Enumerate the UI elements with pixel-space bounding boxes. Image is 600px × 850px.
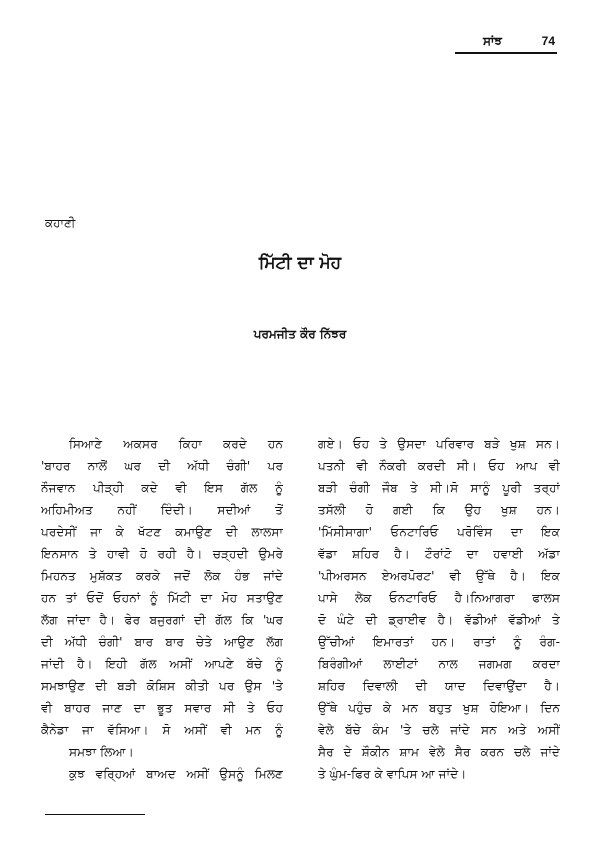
text-column-left xyxy=(41,433,283,785)
paragraph-line: ਪਰਦੇਸੀਂ ਜਾ ਕੇ ਖੱਟਣ ਕਮਾਉਣ ਦੀ ਲਾਲਸਾ xyxy=(41,525,283,539)
paragraph-line: ਪਾਸੇ ਲੇਕ ਓਨਟਾਰਿਓ ਹੈ।ਨਿਆਗਰਾ ਫਾਲਸ xyxy=(318,591,560,605)
section-name: ਸਾਂਝ xyxy=(483,34,502,48)
paragraph-line: 'ਮਿੱਸੀਸਾਗਾ' ਓਨਟਾਰਿਓ ਪਰੋਵਿੰਸ ਦਾ ਇਕ xyxy=(318,525,560,539)
paragraph-line: ਸਮਝਾਉਣ ਦੀ ਬੜੀ ਕੋਸ਼ਿਸ ਕੀਤੀ ਪਰ ਉਸ 'ਤੇ xyxy=(41,679,283,693)
paragraph-line: ਲੱਗ ਜਾਂਦਾ ਹੈ। ਫੇਰ ਬਜੁਰਗਾਂ ਦੀ ਗੱਲ ਕਿ 'ਘਰ xyxy=(41,613,283,627)
article-title: ਮਿੱਟੀ ਦਾ ਮੋਹ xyxy=(258,253,342,273)
paragraph-line: ਦੋ ਘੰਟੇ ਦੀ ਡ੍ਰਾਈਵ ਹੈ। ਵੱਡੀਆਂ ਵੱਡੀਆਂ ਤੇ xyxy=(318,613,560,627)
article-author: ਪਰਮਜੀਤ ਕੌਰ ਨਿੱਝਰ xyxy=(253,327,347,341)
page-number: 74 xyxy=(541,34,555,48)
paragraph-line: ਤਸੱਲੀ ਹੋ ਗਈ ਕਿ ਉਹ ਖੁਸ਼ ਹਨ। xyxy=(318,503,560,517)
paragraph-line: ਦੀ ਅੱਧੀ ਚੰਗੀ' ਬਾਰ ਬਾਰ ਚੇਤੇ ਆਉਣ ਲੱਗ xyxy=(41,635,283,649)
paragraph-line: ਅਹਿਮੀਅਤ ਨਹੀਂ ਦਿੰਦੀ। ਸਦੀਆਂ ਤੋਂ xyxy=(41,503,283,517)
paragraph-line: ਬੜੀ ਚੰਗੀ ਜੌਬ ਤੇ ਸੀ।ਸੋ ਸਾਨੂੰ ਪੂਰੀ ਤਰ੍ਹਾਂ xyxy=(318,481,560,495)
paragraph-line: ਬਿਰੰਗੀਆਂ ਲਾਈਟਾਂ ਨਾਲ ਜਗਮਗ ਕਰਦਾ xyxy=(318,657,560,671)
paragraph-line: ਉੱਥੇ ਪਹੁੰਚ ਕੇ ਮਨ ਬਹੁਤ ਖੁਸ਼ ਹੋਇਆ। ਦਿਨ xyxy=(318,701,560,715)
paragraph-line: ਉੱਚੀਆਂ ਇਮਾਰਤਾਂ ਹਨ। ਰਾਤਾਂ ਨੂੰ ਰੰਗ- xyxy=(318,635,560,649)
paragraph-line: ਕੁਝ ਵਰ੍ਹਿਆਂ ਬਾਅਦ ਅਸੀਂ ਉਸਨੂੰ ਮਿਲਣ xyxy=(69,767,283,781)
paragraph-line: ਹਨ ਤਾਂ ਓਦੋਂ ਓਹਨਾਂ ਨੂੰ ਮਿੱਟੀ ਦਾ ਮੋਹ ਸਤਾਉਣ xyxy=(41,591,283,605)
paragraph-line: ਮਿਹਨਤ ਮੁਸ਼ੱਕਤ ਕਰਕੇ ਜਦੋਂ ਲੋਕ ਹੰਭ ਜਾਂਦੇ xyxy=(41,569,283,583)
paragraph-line: 'ਬਾਹਰ ਨਾਲੋਂ ਘਰ ਦੀ ਅੱਧੀ ਚੰਗੀ' ਪਰ xyxy=(41,459,283,473)
paragraph-line: ਜਾਂਦੀ ਹੈ। ਇਹੀ ਗੱਲ ਅਸੀਂ ਆਪਣੇ ਬੱਚੇ ਨੂੰ xyxy=(41,657,283,671)
paragraph-line: ਸਮਝਾ ਲਿਆ। xyxy=(69,745,134,759)
paragraph-line: ਵੱਡਾ ਸ਼ਹਿਰ ਹੈ। ਟੌਰਾਂਟੋ ਦਾ ਹਵਾਈ ਅੱਡਾ xyxy=(318,547,560,561)
paragraph-line: ਗਏ। ਓਹ ਤੇ ਉਸਦਾ ਪਰਿਵਾਰ ਬੜੇ ਖੁਸ਼ ਸਨ। xyxy=(318,437,560,451)
paragraph-line: ਵੇਲੇ ਬੱਚੇ ਕੰਮ 'ਤੇ ਚਲੇ ਜਾਂਦੇ ਸਨ ਅਤੇ ਅਸੀਂ xyxy=(318,723,560,737)
paragraph-line: ਸਿਆਣੇ ਅਕਸਰ ਕਿਹਾ ਕਰਦੇ ਹਨ xyxy=(69,437,283,451)
paragraph-line: ਸ਼ਹਿਰ ਦਿਵਾਲੀ ਦੀ ਯਾਦ ਦਿਵਾਉਂਦਾ ਹੈ। xyxy=(318,679,560,693)
article-category: ਕਹਾਣੀ xyxy=(45,216,76,230)
paragraph-line: ਨੌਜਵਾਨ ਪੀੜ੍ਹੀ ਕਦੇ ਵੀ ਇਸ ਗੱਲ ਨੂੰ xyxy=(41,481,283,495)
text-column-right xyxy=(318,433,560,785)
running-header xyxy=(455,34,557,54)
paragraph-line: ਸੈਰ ਦੇ ਸ਼ੌਕੀਨ ਸ਼ਾਮ ਵੇਲੇ ਸੈਰ ਕਰਨ ਚਲੇ ਜਾਂਦੇ xyxy=(318,745,560,759)
paragraph-line: ਪਤਨੀ ਵੀ ਨੌਕਰੀ ਕਰਦੀ ਸੀ। ਓਹ ਆਪ ਵੀ xyxy=(318,459,560,473)
footnote-divider xyxy=(45,814,145,815)
paragraph-line: ਇਨਸਾਨ ਤੇ ਹਾਵੀ ਹੋ ਰਹੀ ਹੈ। ਚੜ੍ਹਦੀ ਉਮਰੇ xyxy=(41,547,283,561)
paragraph-line: ਕੈਨੇਡਾ ਜਾ ਵੱਸਿਆ। ਸੋ ਅਸੀਂ ਵੀ ਮਨ ਨੂੰ xyxy=(41,723,283,737)
paragraph-line: 'ਪੀਅਰਸਨ ਏਅਰਪੋਰਟ' ਵੀ ਉੱਥੇ ਹੈ। ਇਕ xyxy=(318,569,560,583)
paragraph-line: ਵੀ ਬਾਹਰ ਜਾਣ ਦਾ ਭੂਤ ਸਵਾਰ ਸੀ ਤੇ ਓਹ xyxy=(41,701,283,715)
paragraph-line: ਤੇ ਘੁੰਮ-ਫਿਰ ਕੇ ਵਾਪਿਸ ਆ ਜਾਂਦੇ। xyxy=(318,767,467,781)
